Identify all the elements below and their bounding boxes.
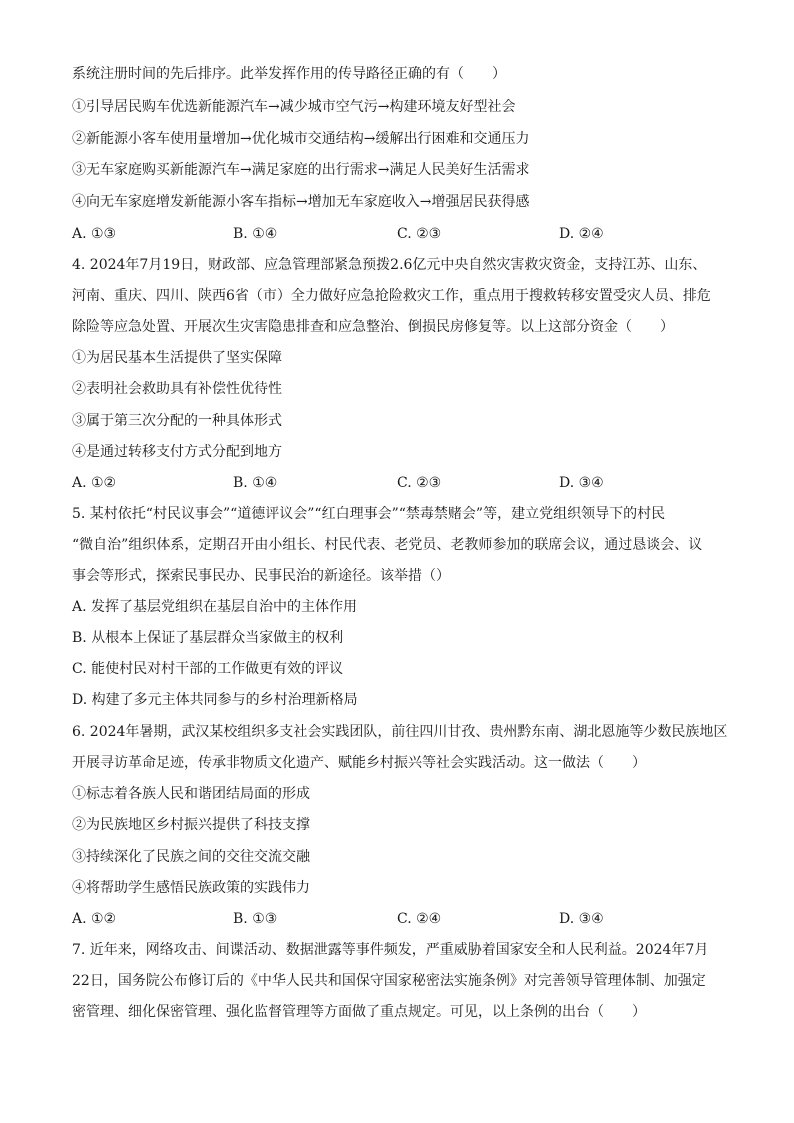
q4-item-2: ②表明社会救助具有补偿性优待性	[72, 381, 282, 397]
q3-item-2: ②新能源小客车使用量增加→优化城市交通结构→缓解出行困难和交通压力	[72, 131, 530, 147]
q4-stem-line-1: 4. 2024年7月19日，财政部、应急管理部紧急预拨2.6亿元中央自然灾害救灾资金，支持江苏、山东、	[72, 257, 707, 273]
q4-option-d: D. ③④	[559, 475, 604, 491]
q5-choice-a: A. 发挥了基层党组织在基层自治中的主体作用	[72, 599, 358, 615]
q6-item-3: ③持续深化了民族之间的交往交流交融	[72, 849, 310, 865]
q7-stem-line-3: 密管理、细化保密管理、强化监督管理等方面做了重点规定。可见，以上条例的出台（ ）	[72, 1004, 646, 1020]
q4-item-1: ①为居民基本生活提供了坚实保障	[72, 350, 282, 366]
q3-option-c: C. ②③	[397, 226, 442, 242]
q6-option-d: D. ③④	[559, 911, 604, 927]
q3-option-d: D. ②④	[559, 226, 604, 242]
q5-stem-line-1: 5. 某村依托“村民议事会”“道德评议会”“红白理事会”“禁毒禁赌会”等，建立党组织领导下的村民	[72, 506, 666, 522]
q7-stem-line-2: 22日，国务院公布修订后的《中华人民共和国保守国家秘密法实施条例》对完善领导管理体制、加强定	[72, 973, 706, 989]
q4-item-3: ③属于第三次分配的一种具体形式	[72, 413, 282, 429]
q3-item-4: ④向无车家庭增发新能源小客车指标→增加无车家庭收入→增强居民获得感	[72, 194, 530, 210]
q3-item-1: ①引导居民购车优选新能源汽车→减少城市空气污→构建环境友好型社会	[72, 99, 516, 115]
q4-option-a: A. ①②	[72, 475, 117, 491]
q6-item-1: ①标志着各族人民和谐团结局面的形成	[72, 786, 310, 802]
q6-option-a: A. ①②	[72, 911, 117, 927]
q5-stem-line-2: “微自治”组织体系，定期召开由小组长、村民代表、老党员、老教师参加的联席会议，通过恳谈会、议	[72, 537, 703, 553]
q3-item-3: ③无车家庭购买新能源汽车→满足家庭的出行需求→满足人民美好生活需求	[72, 162, 530, 178]
q3-option-a: A. ①③	[72, 226, 117, 242]
q3-option-b: B. ①④	[233, 226, 278, 242]
q6-item-4: ④将帮助学生感悟民族政策的实践伟力	[72, 880, 310, 896]
q4-option-c: C. ②③	[397, 475, 442, 491]
q6-item-2: ②为民族地区乡村振兴提供了科技支撑	[72, 817, 310, 833]
q6-stem-line-2: 开展寻访革命足迹，传承非物质文化遗产、赋能乡村振兴等社会实践活动。这一做法（ ）	[72, 755, 646, 771]
q3-stem-tail: 系统注册时间的先后排序。此举发挥作用的传导路径正确的有（ ）	[72, 66, 506, 82]
q5-choice-d: D. 构建了多元主体共同参与的乡村治理新格局	[72, 692, 358, 708]
q6-stem-line-1: 6. 2024年暑期，武汉某校组织多支社会实践团队，前往四川甘孜、贵州黔东南、湖北恩施等少数民族地区	[72, 724, 728, 740]
q4-option-b: B. ①④	[233, 475, 278, 491]
q4-stem-line-3: 除险等应急处置、开展次生灾害隐患排查和应急整治、倒损民房修复等。以上这部分资金（ ）	[72, 319, 674, 335]
q5-choice-c: C. 能使村民对村干部的工作做更有效的评议	[72, 661, 344, 677]
q7-stem-line-1: 7. 近年来，网络攻击、间谍活动、数据泄露等事件频发，严重威胁着国家安全和人民利益。2024年7月	[72, 942, 709, 958]
q4-item-4: ④是通过转移支付方式分配到地方	[72, 444, 282, 460]
q5-choice-b: B. 从根本上保证了基层群众当家做主的权利	[72, 630, 344, 646]
q6-option-c: C. ②④	[397, 911, 442, 927]
q4-stem-line-2: 河南、重庆、四川、陕西6省（市）全力做好应急抢险救灾工作，重点用于搜救转移安置受灾人员、排危	[72, 288, 711, 304]
q6-option-b: B. ①③	[233, 911, 278, 927]
q5-stem-line-3: 事会等形式，探索民事民办、民事民治的新途径。该举措（）	[72, 568, 450, 584]
